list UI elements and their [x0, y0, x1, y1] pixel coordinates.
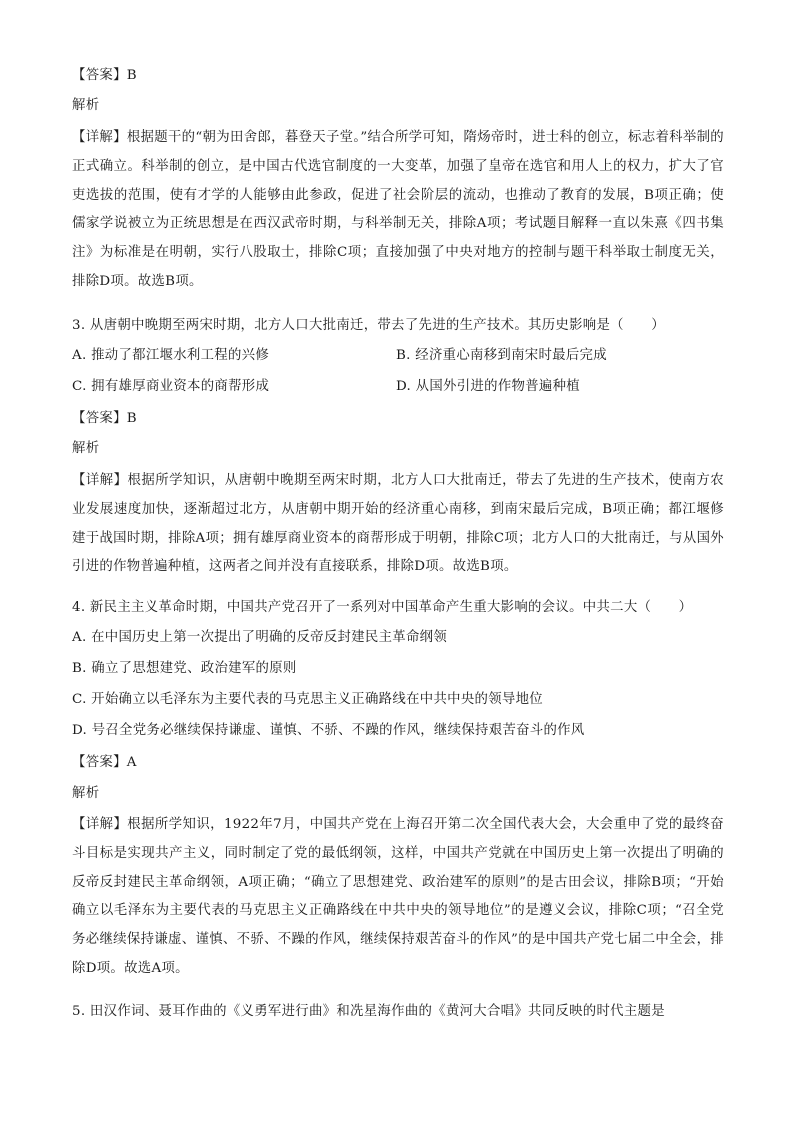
analysis-label: 解析	[72, 98, 100, 113]
option-c: C. 拥有雄厚商业资本的商帮形成	[72, 379, 270, 394]
detail-paragraph: 【详解】根据所学知识，从唐朝中晚期至两宋时期，北方人口大批南迁，带去了先进的生产技术，使南方农业发展速度加快，逐渐超过北方，从唐朝中期开始的经济重心南移，到南宋最后完成，B项正确；都江堰修建于战国时期，排除A项；拥有雄厚商业资本的商帮形成于明朝，排除C项；北方人口的大批南迁，与从国外引进的作物普遍种植，这两者之间并没有直接联系，排除D项。故选B项。	[72, 473, 724, 575]
option-b: B. 确立了思想建党、政治建军的原则	[72, 661, 297, 676]
analysis-label: 解析	[72, 786, 100, 801]
question-stem: 3. 从唐朝中晚期至两宋时期，北方人口大批南迁，带去了先进的生产技术。其历史影响是（ ）	[72, 318, 665, 333]
answer-label: 【答案】B	[72, 68, 137, 83]
option-d: D. 从国外引进的作物普遍种植	[396, 379, 580, 394]
option-b: B. 经济重心南移到南宋时最后完成	[396, 348, 607, 363]
option-a: A. 在中国历史上第一次提出了明确的反帝反封建民主革命纲领	[72, 630, 448, 645]
question-stem: 4. 新民主主义革命时期，中国共产党召开了一系列对中国革命产生重大影响的会议。中共二大（ ）	[72, 600, 693, 615]
question-stem: 5. 田汉作词、聂耳作曲的《义勇军进行曲》和冼星海作曲的《黄河大合唱》共同反映的时代主题是	[72, 1004, 665, 1019]
answer-label: 【答案】A	[72, 755, 137, 770]
detail-paragraph: 【详解】根据所学知识，1922年7月，中国共产党在上海召开第二次全国代表大会，大会重申了党的最终奋斗目标是实现共产主义，同时制定了党的最低纲领，这样，中国共产党就在中国历史上第一次提出了明确的反帝反封建民主革命纲领，A项正确；“确立了思想建党、政治建军的原则”的是古田会议，排除B项；“开始确立以毛泽东为主要代表的马克思主义正确路线在中共中央的领导地位”的是遵义会议，排除C项；“召全党务必继续保持谦虚、谨慎、不骄、不躁的作风，继续保持艰苦奋斗的作风”的是中国共产党七届二中全会，排除D项。故选A项。	[72, 817, 724, 976]
option-d: D. 号召全党务必继续保持谦虚、谨慎、不骄、不躁的作风，继续保持艰苦奋斗的作风	[72, 723, 585, 738]
answer-label: 【答案】B	[72, 411, 137, 426]
detail-paragraph: 【详解】根据题干的“朝为田舍郎，暮登天子堂。”结合所学可知，隋炀帝时，进士科的创立，标志着科举制的正式确立。科举制的创立，是中国古代选官制度的一大变革，加强了皇帝在选官和用人上的权力，扩大了官吏选拔的范围，使有才学的人能够由此参政，促进了社会阶层的流动，也推动了教育的发展，B项正确；使儒家学说被立为正统思想是在西汉武帝时期，与科举制无关，排除A项；考试题目解释一直以朱熹《四书集注》为标准是在明朝，实行八股取士，排除C项；直接加强了中央对地方的控制与题干科举取士制度无关，排除D项。故选B项。	[72, 130, 724, 289]
option-a: A. 推动了都江堰水利工程的兴修	[72, 348, 270, 363]
analysis-label: 解析	[72, 441, 100, 456]
option-c: C. 开始确立以毛泽东为主要代表的马克思主义正确路线在中共中央的领导地位	[72, 692, 543, 707]
